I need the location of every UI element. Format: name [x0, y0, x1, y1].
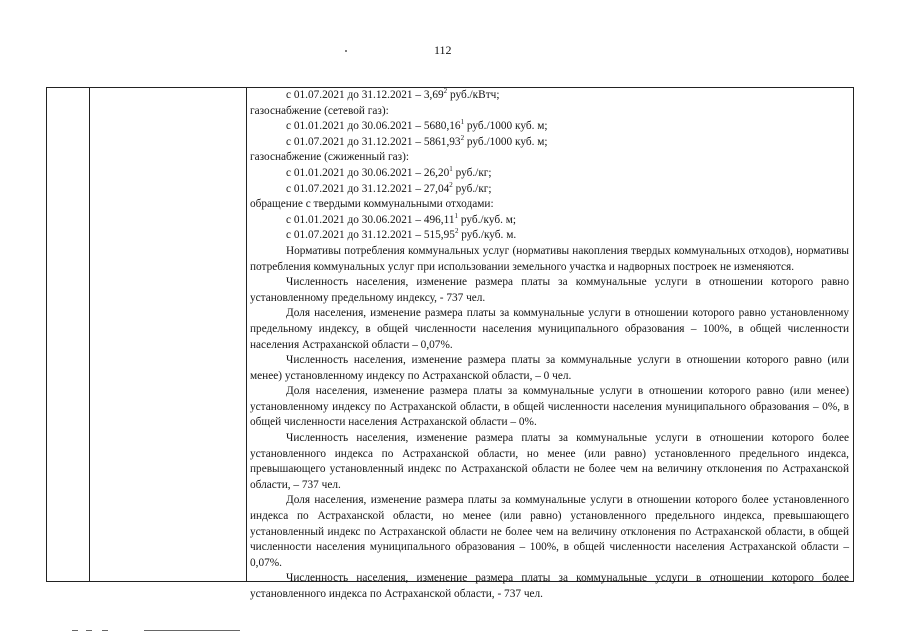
tariff-line: с 01.01.2021 до 30.06.2021 – 5680,16$^1$ руб./1000 куб. м; [286, 118, 548, 133]
tariff-line: с 01.07.2021 до 31.12.2021 – 5861,93$^2$ руб./1000 куб. м; [286, 134, 548, 148]
tariff-group-label: обращение с твердыми коммунальными отходами: [250, 198, 494, 211]
paragraph: Нормативы потребления коммунальных услуг (нормативы накопления твердых коммунальных отходов), нормативы потребления коммунальных услуг при использовании земельного участка и надворных построек не изменяются. [250, 244, 849, 273]
paragraph: Численность населения, изменение размера платы за коммунальные услуги в отношении которого равно (или менее) установленному индексу по Астраханской области, – 0 чел. [250, 354, 849, 382]
column-divider-1 [89, 88, 90, 581]
paragraph: Доля населения, изменение размера платы за коммунальные услуги в отношении которого равно (или менее) установленному индексу по Астраханской области, в общей численности населения муниципального образования – 0%, в общей численности населения Астраханской области – 0%. [250, 385, 849, 429]
page-number: 112 [434, 43, 452, 57]
document-table [46, 87, 854, 600]
paragraph: Доля населения, изменение размера платы за коммунальные услуги в отношении которого равно установленному предельному индексу, в общей численности населения муниципального образования – 100%, в общей численности населения Астраханской области – 0,07%. [250, 307, 849, 351]
paragraph: Численность населения, изменение размера платы за коммунальные услуги в отношении которого более установленного индекса по Астраханской области, но менее (или равно) установленного предельного индекса, превышающего установленный индекс по Астраханской области не более чем на величину отклонения по Астраханской области, – 737 чел. [250, 432, 849, 491]
tariff-line: с 01.01.2021 до 30.06.2021 – 26,20$^1$ руб./кг; [286, 165, 492, 179]
scan-speck [345, 50, 347, 52]
tariff-line: с 01.07.2021 до 31.12.2021 – 3,69$^2$ руб./кВтч; [286, 87, 500, 101]
scan-bottom-marks [72, 630, 312, 633]
tariff-line: с 01.07.2021 до 31.12.2021 – 515,95$^2$ руб./куб. м. [286, 227, 517, 242]
paragraph: Доля населения, изменение размера платы за коммунальные услуги в отношении которого более установленного индекса по Астраханской области, но менее (или равно) установленного предельного индекса, превышающего установленный индекс по Астраханской области не более чем на величину отклонения по Астраханской области, в общей численности населения муниципального образования – 100%, в общей численности населения Астраханской области – 0,07%. [250, 494, 849, 569]
paragraph: Численность населения, изменение размера платы за коммунальные услуги в отношении которого более установленного индекса по Астраханской области, - 737 чел. [250, 572, 849, 600]
column-divider-2 [246, 88, 247, 581]
tariff-line: с 01.07.2021 до 31.12.2021 – 27,04$^2$ руб./кг; [286, 180, 492, 195]
tariff-group-label: газоснабжение (сжиженный газ): [250, 151, 409, 164]
tariff-group-label: газоснабжение (сетевой газ): [250, 104, 389, 117]
table-cell-content [250, 88, 849, 603]
tariff-line: с 01.01.2021 до 30.06.2021 – 496,11$^1$ руб./куб. м; [286, 211, 517, 226]
paragraph: Численность населения, изменение размера платы за коммунальные услуги в отношении которого равно установленному предельному индексу, - 737 чел. [250, 276, 849, 304]
